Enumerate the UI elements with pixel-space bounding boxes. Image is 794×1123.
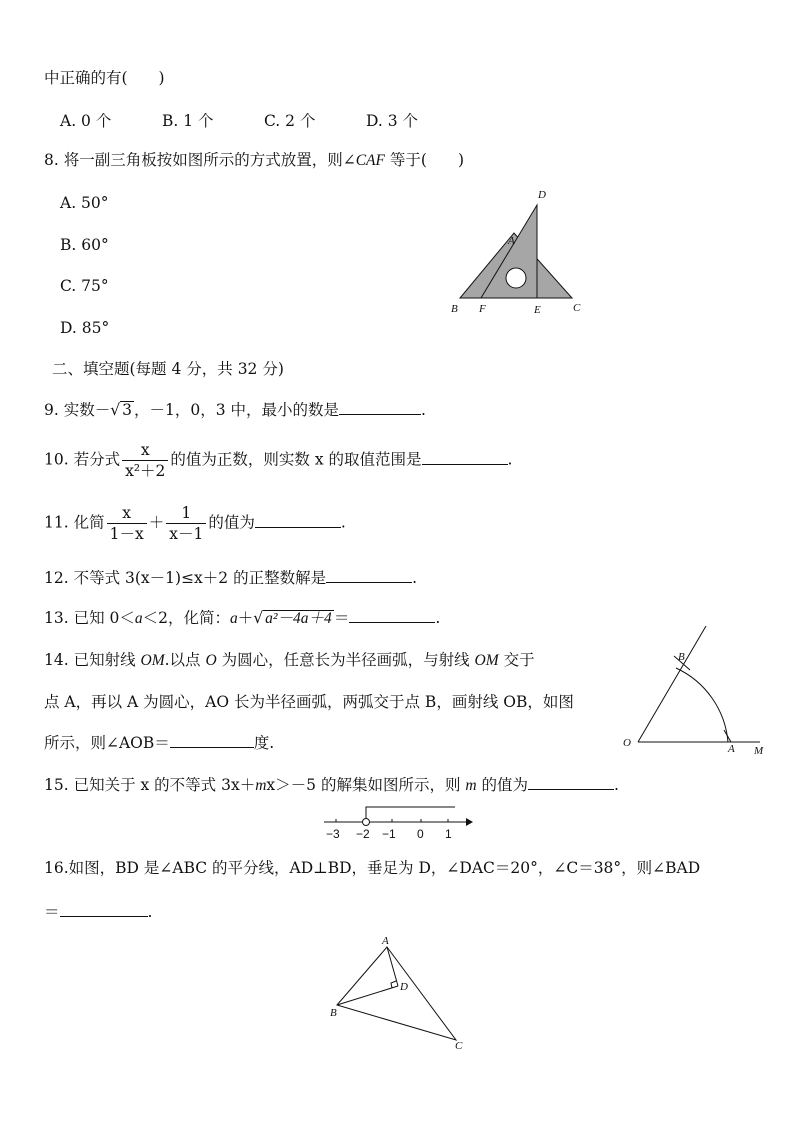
q8-option-c: C. 75°: [60, 277, 109, 295]
q12-end: .: [412, 569, 418, 587]
q15-post: x＞－5 的解集如图所示，则: [266, 776, 466, 794]
q16-label-a: A: [382, 935, 389, 947]
q10-end: .: [507, 450, 513, 469]
q11-denominator-1: 1－x: [109, 525, 144, 543]
q14-line3-end: 度.: [253, 734, 275, 752]
q8-stem: [44, 150, 464, 171]
q8-triangle-figure: [446, 185, 591, 320]
q13-mid: ＜2，化简：: [142, 609, 230, 627]
q8-label-e: E: [534, 304, 541, 316]
q7-option-b: B. 1 个: [162, 112, 214, 130]
q11-post: 的值为: [208, 513, 255, 532]
q11: [44, 503, 346, 544]
q13-answer-blank[interactable]: [349, 608, 435, 623]
q15-end: .: [614, 776, 619, 794]
q16-segment-bd: [337, 986, 398, 1005]
q14-line1-pre: 14. 已知射线: [44, 651, 141, 669]
q10-fraction: [122, 440, 168, 481]
q13-plus: ＋: [237, 609, 254, 627]
q12: [44, 568, 417, 588]
q10-post: 的值为正数，则实数 x 的取值范围是: [170, 450, 422, 469]
q16-answer-blank[interactable]: [60, 902, 148, 917]
q15-pre: 15. 已知关于 x 的不等式 3x＋: [44, 776, 256, 794]
q13-end: .: [435, 609, 441, 627]
q16-line2-pre: ＝: [44, 903, 60, 921]
q14-arc: [676, 668, 728, 742]
q13-sqrt-sign: √: [253, 609, 264, 627]
q7-option-a: A. 0 个: [60, 112, 112, 130]
q14-ray-ob: [638, 626, 706, 742]
q14-label-o: O: [623, 737, 631, 749]
q16-label-b: B: [330, 1007, 337, 1019]
q11-fraction-1: [107, 503, 147, 544]
q13-eq: ＝: [333, 609, 350, 627]
q11-plus: ＋: [148, 513, 165, 532]
q13: [44, 608, 440, 629]
q15-post2: 的值为: [476, 776, 529, 794]
number-line-arrow: [466, 818, 473, 826]
q15-var-m2: m: [465, 777, 477, 794]
q16-label-c: C: [455, 1040, 463, 1052]
number-line-label-0: 0: [417, 827, 424, 841]
q8-label-f: F: [479, 303, 486, 315]
q11-numerator-2: 1: [166, 503, 206, 524]
q8-hole-circle: [506, 268, 526, 288]
q10-answer-blank[interactable]: [422, 450, 508, 465]
q16-line-2: [44, 902, 152, 922]
q12-text: 12. 不等式 3(x－1)≤x＋2 的正整数解是: [44, 569, 327, 587]
q8-label-b: B: [451, 303, 458, 315]
q8-stem-var: CAF: [355, 152, 385, 169]
q11-numerator-1: x: [107, 503, 147, 524]
q8-label-d: D: [538, 189, 546, 201]
q16-label-d: D: [400, 981, 408, 993]
q14-line1-post: 为圆心，任意长为半径画弧，与射线: [216, 651, 475, 669]
q11-end: .: [340, 513, 346, 532]
q9-radicand: 3: [122, 401, 132, 419]
q10: [44, 440, 512, 481]
q9-post: ，－1，0，3 中，最小的数是: [133, 401, 339, 419]
q14-line-2: 点 A，再以 A 为圆心，AO 长为半径画弧，两弧交于点 B，画射线 OB，如图: [44, 693, 574, 711]
q16-line2-end: .: [147, 903, 153, 921]
q16-line-1: 16.如图，BD 是∠ABC 的平分线，AD⊥BD，垂足为 D，∠DAC＝20°，∠C＝38°，则∠BAD: [44, 859, 701, 877]
number-line-label-1: 1: [445, 827, 452, 841]
q8-option-d: D. 85°: [60, 319, 110, 337]
q15: [44, 775, 619, 796]
q9-pre: 9. 实数－: [44, 401, 111, 419]
q9-answer-blank[interactable]: [339, 400, 421, 415]
number-line-label-neg2: −2: [356, 827, 370, 841]
q16-segment-ad: [387, 947, 398, 986]
q14-var-o: O: [205, 652, 217, 669]
number-line-label-neg3: −3: [326, 827, 340, 841]
q8-label-c: C: [573, 302, 581, 314]
q10-numerator: x: [122, 440, 168, 461]
open-circle-endpoint: [363, 819, 370, 826]
q14-line-1: [44, 650, 535, 671]
q13-radicand: a²－4a＋4: [265, 610, 332, 627]
q14-line1-end: 交于: [498, 651, 535, 669]
q14-label-m: M: [754, 745, 764, 757]
q7-option-c: C. 2 个: [264, 112, 316, 130]
q13-pre: 13. 已知 0＜: [44, 609, 135, 627]
q16-triangle-abc: [337, 947, 456, 1040]
solution-set-bracket: [366, 807, 455, 819]
q13-var-a: a: [134, 610, 143, 627]
number-line-label-neg1: −1: [382, 827, 396, 841]
q8-label-a: A: [508, 235, 515, 247]
q11-answer-blank[interactable]: [255, 513, 341, 528]
q15-number-line: [320, 802, 475, 842]
q13-var-a2: a: [230, 610, 238, 627]
section-2-heading: 二、填空题(每题 4 分，共 32 分): [52, 360, 284, 378]
q14-answer-blank[interactable]: [170, 733, 254, 748]
q12-answer-blank[interactable]: [326, 568, 412, 583]
q16-triangle-figure: [322, 932, 467, 1052]
q14-label-b: B: [678, 651, 685, 663]
q9-end: .: [421, 401, 426, 419]
q15-var-m: m: [255, 777, 267, 794]
q10-pre: 10. 若分式: [44, 450, 121, 469]
q14-line-3: [44, 733, 274, 753]
q14-line3-pre: 所示，则∠AOB＝: [44, 734, 170, 752]
q14-var-om-2: OM: [474, 652, 499, 669]
q11-pre: 11. 化简: [44, 513, 105, 532]
q7-option-d: D. 3 个: [366, 112, 419, 130]
q8-stem-pre: 8. 将一副三角板按如图所示的方式放置，则∠: [44, 151, 356, 169]
q8-stem-post: 等于( ): [385, 151, 465, 169]
q14-construction-figure: [618, 618, 770, 758]
q14-label-a: A: [728, 743, 735, 755]
q10-denominator: x²＋2: [125, 462, 166, 480]
q15-answer-blank[interactable]: [528, 775, 614, 790]
q8-option-b: B. 60°: [60, 236, 109, 254]
q9-sqrt-sign: √: [110, 401, 121, 419]
q11-denominator-2: x－1: [169, 525, 204, 543]
q11-fraction-2: [166, 503, 206, 544]
q7-tail: 中正确的有( ): [44, 69, 165, 87]
q8-option-a: A. 50°: [60, 194, 109, 212]
q9: [44, 400, 426, 420]
q14-var-om: OM: [140, 652, 165, 669]
q14-line1-mid: .以点: [164, 651, 206, 669]
